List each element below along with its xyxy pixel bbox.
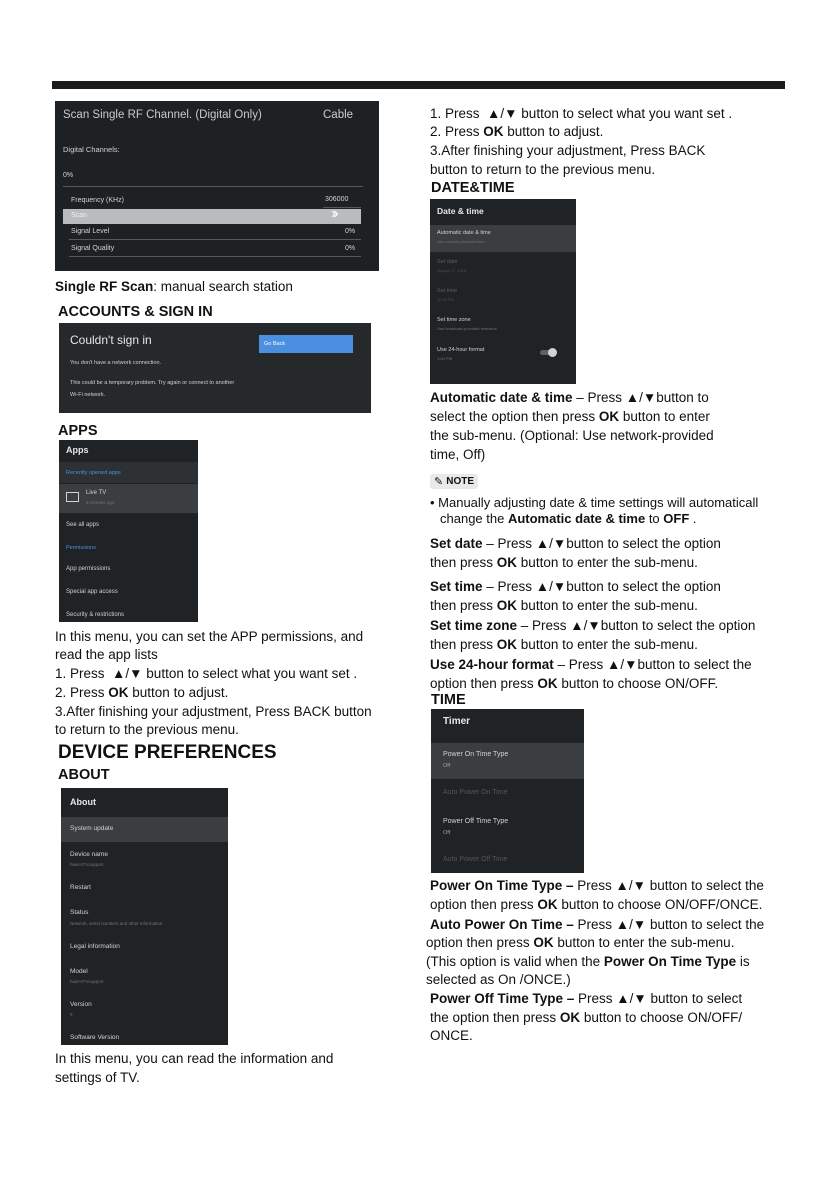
- see-all-apps[interactable]: See all apps: [66, 522, 100, 528]
- dt-item-4[interactable]: Use 24-hour format: [437, 347, 485, 353]
- scan-title: Scan Single RF Channel. (Digital Only): [63, 109, 262, 121]
- use24-desc-2: option then press OK button to choose ON/OFF.: [430, 676, 719, 691]
- accounts-text-2: This could be a temporary problem. Try again or connect to another: [70, 380, 235, 386]
- apps-heading: APPS: [58, 423, 98, 439]
- scan-mode: Cable: [323, 109, 354, 121]
- about-item-1-sub: haierATVsupport: [70, 862, 104, 867]
- about-screenshot: [61, 788, 228, 1045]
- set-date-desc-1: Set date – Press ▲/▼button to select the option: [430, 536, 721, 551]
- apps-step-3b: to return to the previous menu.: [55, 722, 239, 737]
- frequency-value[interactable]: 306000: [325, 196, 349, 203]
- about-item-5-sub: haierATVsupport: [70, 979, 104, 984]
- about-item-3-sub: Network, serial numbers and other information: [70, 921, 163, 926]
- apps-step-2: 2. Press OK button to adjust.: [55, 685, 229, 700]
- poff-desc-2: the option then press OK button to choose ON/OFF/: [430, 1010, 743, 1025]
- permissions-label: Permissions: [66, 545, 96, 551]
- about-item-6-sub: 9: [70, 1012, 73, 1017]
- set-tz-desc-1: Set time zone – Press ▲/▼button to select the option: [430, 618, 756, 633]
- device-para-2: settings of TV.: [55, 1070, 140, 1085]
- use24-toggle-knob: [548, 348, 557, 357]
- signal-level-label: Signal Level: [71, 228, 110, 235]
- live-tv-label: Live TV: [86, 490, 107, 496]
- timer-item-0-sub: Off: [443, 763, 451, 769]
- dt-item-4-sub: 1:00 PM: [437, 356, 452, 361]
- pot-desc-1: Power On Time Type – Press ▲/▼ button to select the: [430, 878, 764, 893]
- use24-desc-1: Use 24-hour format – Press ▲/▼button to select the: [430, 657, 752, 672]
- apps-step-1: 1. Press ▲/▼ button to select what you want set .: [55, 666, 358, 681]
- about-heading: ABOUT: [58, 767, 110, 783]
- scan-label[interactable]: Scan: [71, 212, 87, 219]
- accounts-title: Couldn't sign in: [70, 333, 152, 347]
- signal-quality-value: 0%: [345, 245, 356, 252]
- right-step-3a: 3.After finishing your adjustment, Press BACK: [430, 143, 706, 158]
- note-label: NOTE: [446, 476, 474, 487]
- dt-item-0-sub: Use network-provided time: [437, 239, 485, 244]
- note-line-1: • Manually adjusting date & time settings will automaticall: [430, 495, 759, 510]
- scan-row-selected[interactable]: [63, 209, 361, 224]
- datetime-heading: DATE&TIME: [431, 180, 515, 196]
- apps-step-3a: 3.After finishing your adjustment, Press BACK button: [55, 704, 372, 719]
- datetime-screenshot: [430, 199, 576, 384]
- special-app-access[interactable]: Special app access: [66, 589, 118, 595]
- about-title: About: [70, 797, 96, 807]
- dt-item-1-sub: August 17, 2018: [437, 268, 467, 273]
- recent-apps-label: Recently opened apps: [66, 470, 121, 476]
- live-tv-sub: 8 minutes ago: [86, 500, 115, 505]
- datetime-title: Date & time: [437, 206, 484, 216]
- live-tv-item[interactable]: [59, 484, 198, 513]
- scan-caption: Single RF Scan: manual search station: [55, 279, 293, 294]
- right-step-2: 2. Press OK button to adjust.: [430, 124, 604, 139]
- auto-dt-desc-4: time, Off): [430, 447, 486, 462]
- set-date-desc-2: then press OK button to enter the sub-menu.: [430, 555, 698, 570]
- accounts-heading: ACCOUNTS & SIGN IN: [58, 304, 213, 320]
- signal-quality-label: Signal Quality: [71, 245, 115, 252]
- apps-para-2: read the app lists: [55, 647, 158, 662]
- set-time-desc-2: then press OK button to enter the sub-menu.: [430, 598, 698, 613]
- scan-chevron-icon: ››: [331, 205, 336, 222]
- about-item-6[interactable]: Version: [70, 1001, 92, 1008]
- dt-item-1: Set date: [437, 259, 458, 265]
- tv-icon: [66, 492, 79, 502]
- header-rule: [52, 81, 785, 89]
- apps-para-1: In this menu, you can set the APP permissions, and: [55, 629, 364, 644]
- digital-channels-label: Digital Channels:: [63, 145, 120, 154]
- accounts-text-1: You don't have a network connection.: [70, 360, 162, 366]
- timer-item-2-sub: Off: [443, 830, 451, 836]
- signal-level-value: 0%: [345, 228, 356, 235]
- about-item-1[interactable]: Device name: [70, 851, 108, 858]
- note-line-2: change the Automatic date & time to OFF .: [440, 511, 697, 526]
- frequency-label: Frequency (KHz): [71, 197, 124, 204]
- auto-dt-desc-2: select the option then press OK button to enter: [430, 409, 710, 424]
- right-step-3b: button to return to the previous menu.: [430, 162, 656, 177]
- apt-desc-3: (This option is valid when the Power On Time Type is: [426, 954, 750, 969]
- dt-item-3-sub: Use broadcast-provided timezone: [437, 326, 497, 331]
- note-badge: [430, 474, 478, 489]
- timer-item-3: Auto Power Off Time: [443, 856, 508, 863]
- pot-desc-2: option then press OK button to choose ON/OFF/ONCE.: [430, 897, 763, 912]
- dt-item-3[interactable]: Set time zone: [437, 317, 471, 323]
- apt-desc-2: option then press OK button to enter the sub-menu.: [426, 935, 735, 950]
- accounts-text-3: Wi-Fi network.: [70, 392, 106, 398]
- scan-rf-screenshot: [55, 101, 379, 271]
- app-permissions[interactable]: App permissions: [66, 566, 111, 572]
- dt-item-0: Automatic date & time: [437, 230, 491, 236]
- go-back-label: Go Back: [264, 341, 286, 347]
- poff-desc-1: Power Off Time Type – Press ▲/▼ button to select: [430, 991, 743, 1006]
- set-tz-desc-2: then press OK button to enter the sub-menu.: [430, 637, 698, 652]
- timer-item-0: Power On Time Type: [443, 751, 509, 758]
- timer-screenshot: [431, 709, 584, 873]
- about-item-7[interactable]: Software Version: [70, 1034, 120, 1041]
- device-para-1: In this menu, you can read the information and: [55, 1051, 334, 1066]
- about-item-2[interactable]: Restart: [70, 884, 91, 891]
- time-heading: TIME: [431, 692, 466, 708]
- poff-desc-3: ONCE.: [430, 1028, 473, 1043]
- timer-item-1: Auto Power On Time: [443, 789, 508, 796]
- device-preferences-heading: DEVICE PREFERENCES: [58, 742, 277, 763]
- power-on-type-item[interactable]: [431, 743, 584, 779]
- accounts-screenshot: [59, 323, 371, 413]
- about-item-3[interactable]: Status: [70, 909, 89, 916]
- scan-percent: 0%: [63, 172, 74, 179]
- right-step-1: 1. Press ▲/▼ button to select what you want set .: [430, 106, 733, 121]
- apt-desc-4: selected as On /ONCE.): [426, 972, 571, 987]
- apps-screenshot: [59, 440, 198, 622]
- timer-title: Timer: [443, 716, 471, 727]
- security-restrictions[interactable]: Security & restrictions: [66, 612, 125, 618]
- apps-title: Apps: [66, 445, 89, 455]
- about-item-0: System update: [70, 825, 114, 832]
- about-item-5[interactable]: Model: [70, 968, 88, 975]
- pencil-icon: ✎: [434, 476, 444, 488]
- apt-desc-1: Auto Power On Time – Press ▲/▼ button to select the: [430, 917, 765, 932]
- timer-item-2[interactable]: Power Off Time Type: [443, 818, 509, 825]
- dt-item-2-sub: 11:33 PM: [437, 297, 454, 302]
- set-time-desc-1: Set time – Press ▲/▼button to select the option: [430, 579, 721, 594]
- about-item-4[interactable]: Legal information: [70, 943, 120, 950]
- dt-item-2: Set time: [437, 288, 458, 294]
- auto-dt-desc-3: the sub-menu. (Optional: Use network-provided: [430, 428, 714, 443]
- auto-dt-desc-1: Automatic date & time – Press ▲/▼button to: [430, 390, 709, 405]
